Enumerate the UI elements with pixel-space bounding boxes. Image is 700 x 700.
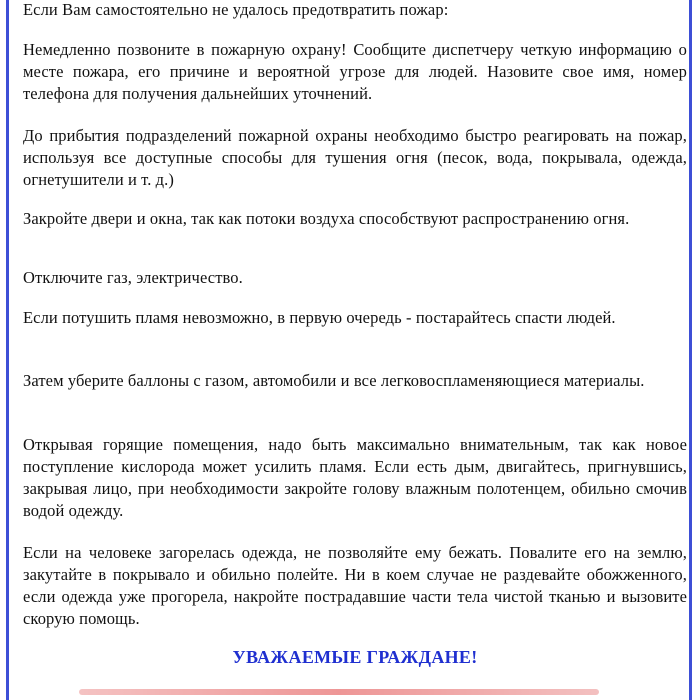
- document-frame: [6, 0, 692, 700]
- paragraph-close-doors: Закройте двери и окна, так как потоки воздуха способствуют распространению огня.: [23, 209, 630, 228]
- section-heading: УВАЖАЕМЫЕ ГРАЖДАНЕ!: [232, 647, 478, 667]
- paragraph-disconnect-gas: Отключите газ, электричество.: [23, 268, 243, 287]
- paragraph-save-people: Если потушить пламя невозможно, в первую очередь - постарайтесь спасти людей.: [23, 308, 616, 327]
- paragraph-remove-flammables: Затем уберите баллоны с газом, автомобили и все легковоспламеняющиеся материалы.: [23, 371, 645, 390]
- intro-text: Если Вам самостоятельно не удалось предотвратить пожар:: [23, 0, 449, 19]
- decorative-strip: [79, 689, 599, 695]
- paragraph-smoke-safety: Открывая горящие помещения, надо быть максимально внимательным, так как новое поступление кислорода может усилить пламя. Если есть дым, двигайтесь, пригнувшись, закрывая лицо, при необходимости закройте голову влажным полотенцем, обильно смочив водой одежду.: [23, 435, 687, 520]
- paragraph-burning-clothes: Если на человеке загорелась одежда, не позволяйте ему бежать. Повалите его на землю, закутайте в покрывало и обильно полейте. Ни в коем случае не раздевайте обожженного, если одежда уже прогорела, накройте пострадавшие части тела чистой тканью и вызовите скорую помощь.: [23, 543, 687, 628]
- paragraph-call-fire-service: Немедленно позвоните в пожарную охрану! Сообщите диспетчеру четкую информацию о месте пожара, его причине и вероятной угрозе для людей. Назовите свое имя, номер телефона для получения дальнейших уточнений.: [23, 40, 687, 103]
- paragraph-react-to-fire: До прибытия подразделений пожарной охраны необходимо быстро реагировать на пожар, используя все доступные способы для тушения огня (песок, вода, покрывала, одежда, огнетушители и т. д.): [23, 126, 687, 189]
